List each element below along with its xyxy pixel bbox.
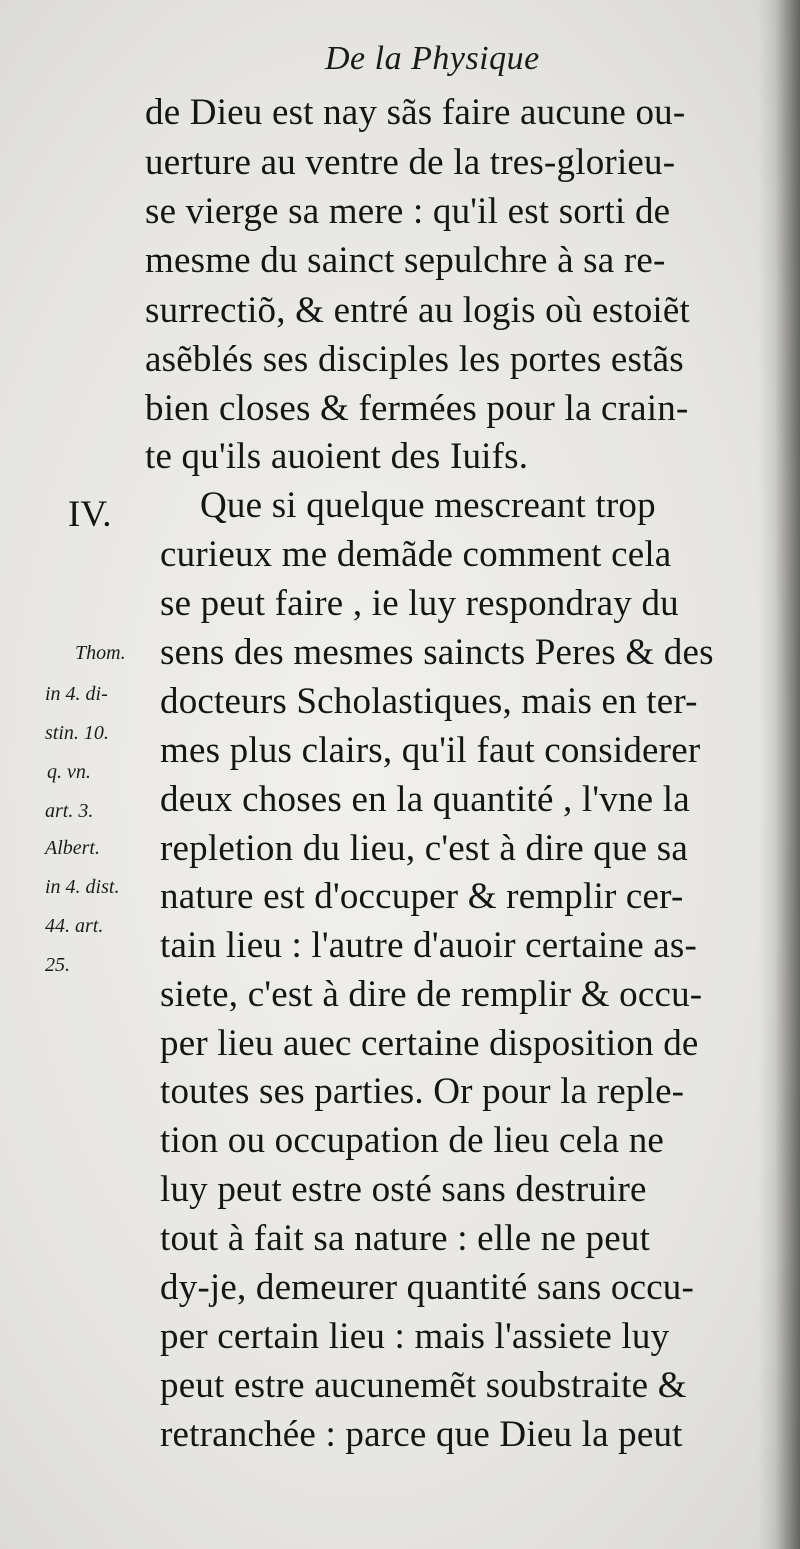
body-line: curieux me demãde comment cela [160,534,672,575]
body-line: se peut faire , ie luy respondray du [160,583,679,624]
body-line: toutes ses parties. Or pour la reple- [160,1071,685,1112]
body-line: siete, c'est à dire de remplir & occu- [160,974,703,1015]
body-line: per lieu auec certaine disposition de [160,1023,699,1064]
margin-note: stin. 10. [45,722,109,744]
body-line: dy-je, demeurer quantité sans occu- [160,1267,695,1308]
body-line: tout à fait sa nature : elle ne peut [160,1218,651,1259]
body-line: Que si quelque mescreant trop [200,485,656,526]
body-line: per certain lieu : mais l'assiete luy [160,1316,670,1357]
section-numeral: IV. [68,494,112,535]
body-line: retranchée : parce que Dieu la peut [160,1414,683,1455]
body-line: asẽblés ses disciples les portes estãs [145,339,684,380]
margin-note: in 4. di- [45,683,108,705]
body-line: peut estre aucunemẽt soubstraite & [160,1365,687,1406]
margin-note: Albert. [45,837,100,859]
body-line: uerture au ventre de la tres-glorieu- [145,142,676,183]
margin-note: 25. [45,954,70,976]
margin-note: Thom. [75,642,126,664]
body-line: nature est d'occuper & remplir cer- [160,876,684,917]
body-line: mesme du sainct sepulchre à sa re- [145,240,666,281]
body-line: repletion du lieu, c'est à dire que sa [160,828,688,869]
margin-note: in 4. dist. [45,876,120,898]
body-line: tion ou occupation de lieu cela ne [160,1120,665,1161]
body-line: sens des mesmes saincts Peres & des [160,632,714,673]
body-line: docteurs Scholastiques, mais en ter- [160,681,698,722]
body-line: deux choses en la quantité , l'vne la [160,779,690,820]
body-line: tain lieu : l'autre d'auoir certaine as- [160,925,698,966]
body-line: luy peut estre osté sans destruire [160,1169,647,1210]
body-line: surrectiõ, & entré au logis où estoiẽt [145,290,690,331]
body-line: se vierge sa mere : qu'il est sorti de [145,191,671,232]
body-line: te qu'ils auoient des Iuifs. [145,436,529,477]
margin-note: art. 3. [45,800,94,822]
binding-shadow [758,0,800,1549]
running-head: De la Physique [325,40,540,77]
margin-note: 44. art. [45,915,104,937]
body-line: mes plus clairs, qu'il faut considerer [160,730,701,771]
margin-note: q. vn. [47,761,91,783]
body-line: bien closes & fermées pour la crain- [145,388,689,429]
body-line: de Dieu est nay sãs faire aucune ou- [145,92,686,133]
